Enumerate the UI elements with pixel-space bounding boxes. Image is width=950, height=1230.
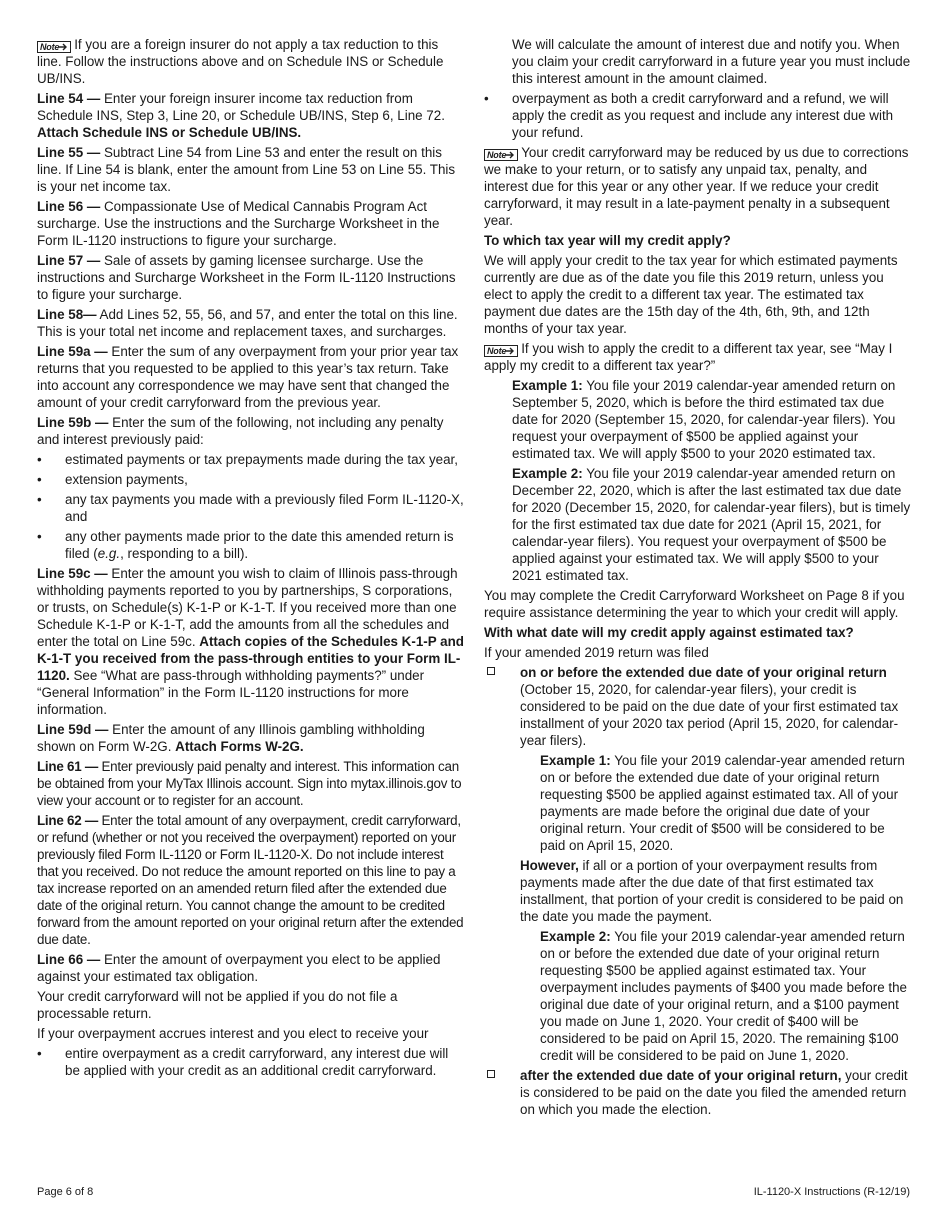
note-paragraph: Note If you wish to apply the credit to a different tax year, see “May I apply my credit to a different tax year?” <box>484 341 893 373</box>
line-59d-paragraph: Line 59d — Enter the amount of any Illinois gambling withholding shown on Form W-2G. Attach Forms W-2G. <box>37 722 425 754</box>
checkbox-example-2: Example 2: You file your 2019 calendar-year amended return on or before the extended due date of your original return requesting $500 be applied against estimated tax. Your overpayment includes payments of $400 you made before the original due date of your original return, and a $100 payment you made on June 1, 2020. Your credit of $400 will be considered to be paid on April 15, 2020. The remaining $100 credit will be considered to be paid on June 1, 2020. <box>540 929 907 1063</box>
note-icon: Note <box>484 149 518 161</box>
line-57-paragraph: Line 57 — Sale of assets by gaming licensee surcharge. Use the instructions and Surcharge Worksheet in the Form IL-1120 Instructions to figure your surcharge. <box>37 253 456 302</box>
tax-year-paragraph: We will apply your credit to the tax year for which estimated payments currently are due as of the date you file this 2019 return, unless you elect to apply the credit to a different tax year. The estimated tax payment due dates are the 15th day of the 4th, 6th, 9th, and 12th months of your tax year. <box>484 253 898 336</box>
example-2-paragraph: Example 2: You file your 2019 calendar-year amended return on December 22, 2020, which is after the last estimated tax due date for 2020 (December 15, 2020, for calendar-year filers), but is timely for the first estimated tax due date for 2021 (April 15, 2021, for calendar-year filers). You request your overpayment of $500 be applied against your estimated tax. We will apply $500 to your 2021 estimated tax. <box>512 466 911 583</box>
list-item: • overpayment as both a credit carryforward and a refund, we will apply the credit as you request and include any interest due with your refund. <box>484 91 894 140</box>
line-59c-paragraph: Line 59c — Enter the amount you wish to claim of Illinois pass-through withholding payments reported to you by partnerships, S corporations, or trusts, on Schedule(s) K-1-P or K-1-T. If you received more than one Schedule K-1-P or K-1-T, add the amounts from all the schedules and enter the total on Line 59c. Attach copies of the Schedules K-1-P and K-1-T you received from the pass-through entities to your Form IL-1120. See “What are pass-through withholding payments?” under “General Information” in the Form IL-1120 instructions for more information. <box>37 566 464 717</box>
note-paragraph: Note Your credit carryforward may be reduced by us due to corrections we make to your return, or to satisfy any unpaid tax, penalty, and interest due for this year or any other year. If we reduce your credit carryforward, it may result in a late-payment penalty in a subsequent year. <box>484 145 909 228</box>
note-icon: Note <box>484 345 518 357</box>
line-56-paragraph: Line 56 — Compassionate Use of Medical Cannabis Program Act surcharge. Use the instructions and the Surcharge Worksheet in the Form IL-1120 instructions to figure your surcharge. <box>37 199 440 248</box>
line-55-paragraph: Line 55 — Subtract Line 54 from Line 53 and enter the result on this line. If Line 54 is blank, enter the amount from Line 53 on Line 55. This is your net income tax. <box>37 145 456 194</box>
credit-carryforward-paragraph: Your credit carryforward will not be applied if you do not file a processable return. <box>37 989 398 1021</box>
section-heading: To which tax year will my credit apply? <box>484 233 731 248</box>
line-62-paragraph: Line 62 — Enter the total amount of any overpayment, credit carryforward, or refund (whether or not you received the overpayment) reported on your previously filed Form IL-1120 or Form IL-1120-X. Do not include interest that you received. Do not reduce the amount reported on this line to pay a tax increase reported on an amended return filed after the extended due date of the original return. You cannot change the amount to be credited forward from the amount reported on your original return after the extended due date. <box>37 813 464 947</box>
worksheet-paragraph: You may complete the Credit Carryforward Worksheet on Page 8 if you require assistance determining the year to which your credit will apply. <box>484 588 905 620</box>
line-59a-paragraph: Line 59a — Enter the sum of any overpayment from your prior year tax returns that you requested to be applied to this year’s tax return. Take into account any correspondence we may have sent that changed the amount of your credit carryforward from the previous year. <box>37 344 459 410</box>
checkbox-example-1: Example 1: You file your 2019 calendar-year amended return on or before the extended due date of your original return requesting $500 be applied against estimated tax. All of your payments are made before the original due date of your original return. Your credit of $500 will be considered to be paid on April 15, 2020. <box>540 753 905 853</box>
line-59b-paragraph: Line 59b — Enter the sum of the following, not including any penalty and interest previously paid: <box>37 415 444 447</box>
note-paragraph: Note If you are a foreign insurer do not apply a tax reduction to this line. Follow the instructions above and on Schedule INS or Schedule UB/INS. <box>37 37 444 86</box>
form-identifier: IL-1120-X Instructions (R-12/19) <box>753 1186 910 1198</box>
line-66-paragraph: Line 66 — Enter the amount of overpayment you elect to be applied against your estimated tax obligation. <box>37 952 441 984</box>
example-1-paragraph: Example 1: You file your 2019 calendar-year amended return on September 5, 2020, which is before the third estimated tax due date for 2020 (September 15, 2020, for calendar-year filers). You request your overpayment of $500 be applied against your estimated tax. We will apply $500 to your 2020 estimated tax. <box>512 378 896 461</box>
checkbox-item-on-or-before: on or before the extended due date of your original return (October 15, 2020, for calendar-year filers), your credit is considered to be paid on the due date of your first estimated tax installment of your 2020 tax period (April 15, 2020, for calendar-year filers). <box>484 664 912 749</box>
checkbox-icon <box>487 667 495 675</box>
line-54-paragraph: Line 54 — Enter your foreign insurer income tax reduction from Schedule INS, Step 3, Line 20, or Schedule UB/INS, Step 6, Line 72. Attach Schedule INS or Schedule UB/INS. <box>37 91 445 140</box>
section-heading: With what date will my credit apply against estimated tax? <box>484 625 854 640</box>
list-item: • extension payments, <box>37 472 188 487</box>
right-column <box>484 36 912 1121</box>
checkbox-item-after: after the extended due date of your original return, your credit is considered to be paid on the date you filed the amended return on which you made the election. <box>484 1067 912 1118</box>
list-item: • any other payments made prior to the date this amended return is filed (e.g., responding to a bill). <box>37 529 454 561</box>
overpayment-interest-paragraph: If your overpayment accrues interest and you elect to receive your <box>37 1026 429 1041</box>
checkbox-icon <box>487 1070 495 1078</box>
note-icon: Note <box>37 41 71 53</box>
line-58-paragraph: Line 58— Add Lines 52, 55, 56, and 57, and enter the total on this line. This is your total net income and replacement taxes, and surcharges. <box>37 307 458 339</box>
interest-continuation: We will calculate the amount of interest due and notify you. When you claim your credit carryforward in a future year you must include this interest amount in the amount claimed. <box>512 37 911 86</box>
line-61-paragraph: Line 61 — Enter previously paid penalty and interest. This information can be obtained from your MyTax Illinois account. Sign into mytax.illinois.gov to view your account or to register for an account. <box>37 759 462 808</box>
page-number: Page 6 of 8 <box>37 1186 94 1198</box>
amended-filed-paragraph: If your amended 2019 return was filed <box>484 645 709 660</box>
however-paragraph: However, if all or a portion of your overpayment results from payments made after the due date of that first estimated tax installment, that portion of your credit is considered to be paid on the date you made the payment. <box>520 858 904 924</box>
left-column <box>37 36 465 1082</box>
list-item: • entire overpayment as a credit carryforward, any interest due will be applied with your credit as an additional credit carryforward. <box>37 1046 449 1078</box>
list-item: • any tax payments you made with a previously filed Form IL-1120-X, and <box>37 492 464 524</box>
list-item: • estimated payments or tax prepayments made during the tax year, <box>37 452 458 467</box>
